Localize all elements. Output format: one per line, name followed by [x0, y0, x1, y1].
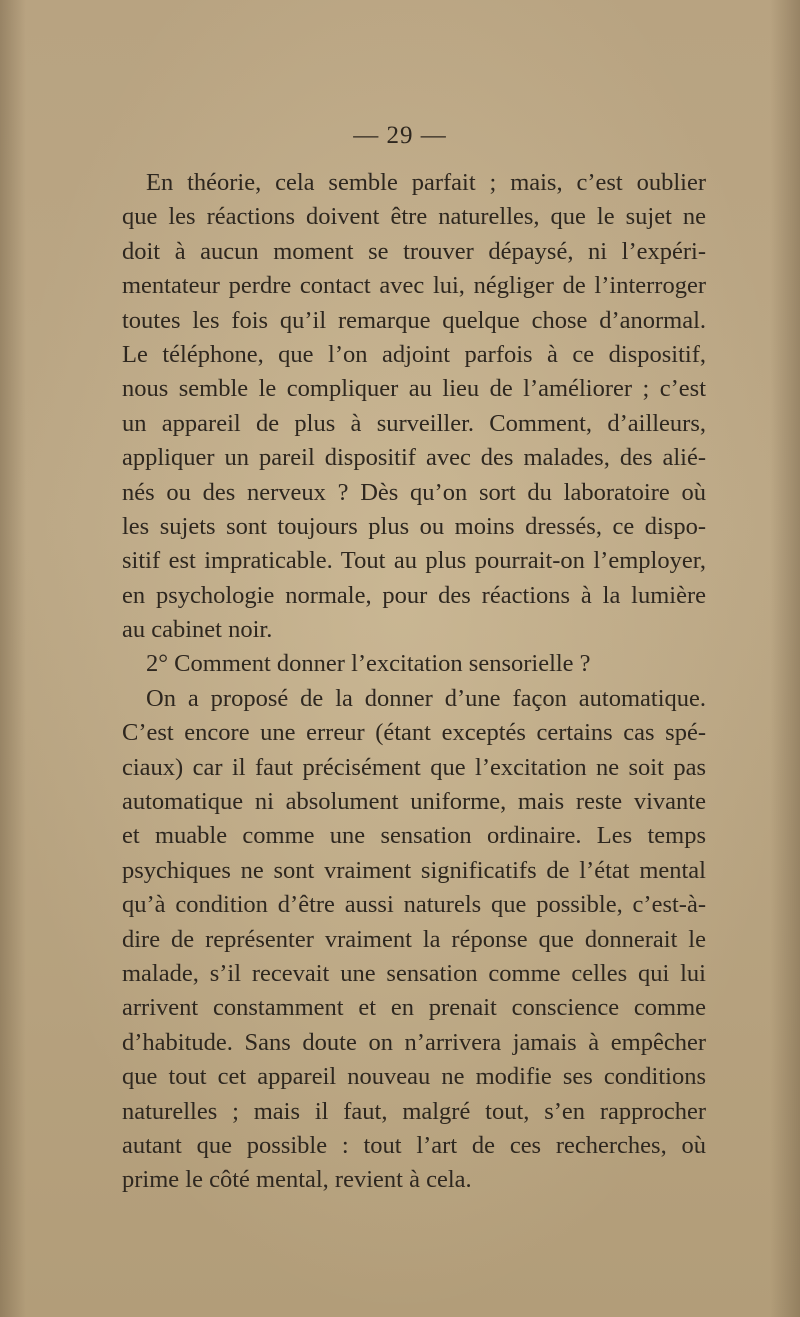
- text-line: malade, s’il recevait une sensation comme celles qui lui: [122, 959, 706, 987]
- text-line: en psychologie normale, pour des réactions à la lumière: [122, 581, 706, 609]
- text-line: appliquer un pareil dispositif avec des malades, des alié-: [122, 444, 706, 472]
- text-line: qu’à condition d’être aussi naturels que possible, c’est-à-: [122, 891, 706, 919]
- text-line: nés ou des nerveux ? Dès qu’on sort du laboratoire où: [122, 478, 706, 506]
- text-line: arrivent constamment et en prenait conscience comme: [122, 994, 706, 1022]
- text-line: On a proposé de la donner d’une façon automatique.: [146, 684, 706, 712]
- text-line: automatique ni absolument uniforme, mais reste vivante: [122, 788, 706, 816]
- text-line: d’habitude. Sans doute on n’arrivera jamais à empêcher: [122, 1028, 706, 1056]
- text-line: un appareil de plus à surveiller. Comment, d’ailleurs,: [122, 409, 706, 437]
- page-edge-shadow-left: [0, 0, 26, 1317]
- text-line: doit à aucun moment se trouver dépaysé, ni l’expéri-: [122, 237, 706, 265]
- text-line: autant que possible : tout l’art de ces recherches, où: [122, 1131, 706, 1159]
- page-edge-shadow-right: [770, 0, 800, 1317]
- text-line: 2° Comment donner l’excitation sensorielle ?: [146, 650, 591, 678]
- text-line: que les réactions doivent être naturelles, que le sujet ne: [122, 203, 706, 231]
- text-line: nous semble le compliquer au lieu de l’améliorer ; c’est: [122, 375, 706, 403]
- text-line: psychiques ne sont vraiment significatifs de l’état mental: [122, 856, 706, 884]
- body-text: [122, 166, 706, 1198]
- text-line: et muable comme une sensation ordinaire. Les temps: [122, 822, 706, 850]
- text-line: au cabinet noir.: [122, 616, 273, 644]
- text-line: ciaux) car il faut précisément que l’excitation ne soit pas: [122, 753, 706, 781]
- text-line: C’est encore une erreur (étant exceptés certains cas spé-: [122, 719, 706, 747]
- text-line: les sujets sont toujours plus ou moins dressés, ce dispo-: [122, 512, 706, 540]
- text-line: que tout cet appareil nouveau ne modifie ses conditions: [122, 1063, 706, 1091]
- text-line: mentateur perdre contact avec lui, négliger de l’interroger: [122, 272, 706, 300]
- text-line: Le téléphone, que l’on adjoint parfois à ce dispositif,: [122, 340, 706, 368]
- text-line: prime le côté mental, revient à cela.: [122, 1166, 472, 1194]
- text-line: naturelles ; mais il faut, malgré tout, s’en rapprocher: [122, 1097, 706, 1125]
- page-number: — 29 —: [353, 122, 447, 149]
- text-line: toutes les fois qu’il remarque quelque chose d’anormal.: [122, 306, 706, 334]
- text-line: dire de représenter vraiment la réponse que donnerait le: [122, 925, 706, 953]
- text-line: En théorie, cela semble parfait ; mais, c’est oublier: [146, 169, 706, 196]
- text-line: sitif est impraticable. Tout au plus pourrait-on l’employer,: [122, 547, 706, 575]
